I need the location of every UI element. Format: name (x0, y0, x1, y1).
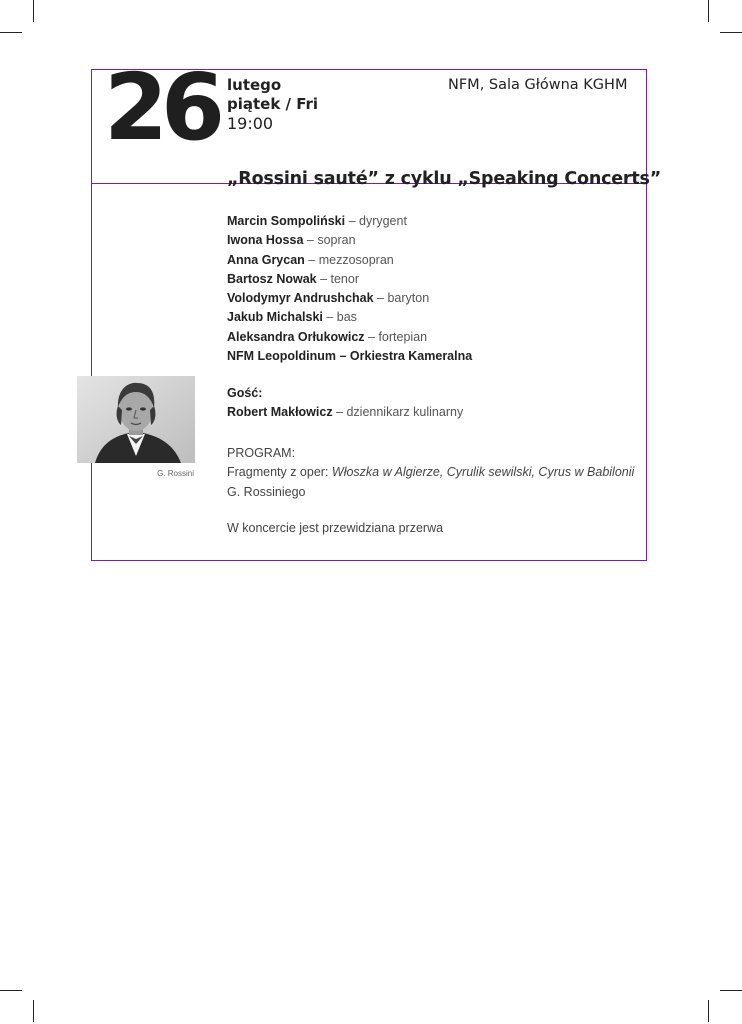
performer-role: – mezzosopran (304, 252, 394, 267)
performer-name: Aleksandra Orłukowicz (227, 329, 365, 344)
performer-row (227, 328, 472, 347)
crop-mark (708, 1000, 709, 1022)
performer-name: Marcin Sompoliński (227, 214, 346, 228)
guest-name: Robert Makłowicz (227, 405, 333, 419)
performer-name: Iwona Hossa (227, 233, 304, 248)
performer-name: Anna Grycan (227, 252, 305, 267)
performer-row (227, 289, 472, 308)
program-line (227, 463, 634, 482)
crop-mark (720, 990, 742, 991)
performer-row (227, 231, 472, 250)
performer-row (227, 212, 472, 231)
performer-role: – fortepian (364, 329, 428, 344)
date-block (227, 76, 318, 133)
performer-name: Bartosz Nowak (227, 271, 317, 286)
performer-role: – sopran (303, 233, 356, 248)
crop-mark (720, 32, 742, 33)
program-block (227, 444, 634, 502)
performer-row (227, 270, 472, 289)
performers-list (227, 212, 472, 366)
guest-row (227, 405, 463, 419)
performer-role: – baryton (373, 291, 430, 306)
crop-mark (33, 1000, 34, 1022)
program-intro: Fragmenty z oper: (227, 465, 332, 480)
performer-role: – tenor (316, 271, 359, 286)
event-month: lutego (227, 76, 282, 94)
program-composer: G. Rossiniego (227, 484, 306, 499)
crop-mark (708, 0, 709, 22)
concert-title: „Rossini sauté” z cyklu „Speaking Concerts” (227, 169, 662, 189)
performer-name: Jakub Michalski (227, 310, 323, 325)
intermission-note: W koncercie jest przewidziana przerwa (227, 521, 444, 535)
rossini-portrait (77, 376, 195, 463)
guest-heading: Gość: (227, 386, 263, 400)
performer-row (227, 251, 472, 270)
performer-name: Volodymyr Andrushchak (227, 291, 374, 306)
crop-mark (33, 0, 34, 22)
performer-name: NFM Leopoldinum – Orkiestra Kameralna (227, 349, 473, 364)
guest-role: – dziennikarz kulinarny (332, 405, 464, 419)
event-weekday: piątek / Fri (227, 95, 319, 113)
performer-row (227, 347, 472, 366)
program-operas: Włoszka w Algierze, Cyrulik sewilski, Cyrus w Babilonii (331, 465, 635, 480)
portrait-image (77, 376, 195, 463)
performer-role: – dyrygent (345, 214, 407, 228)
crop-mark (0, 990, 22, 991)
crop-mark (0, 32, 22, 33)
event-day: 26 (104, 54, 219, 161)
event-time: 19:00 (227, 114, 274, 133)
performer-row (227, 308, 472, 327)
performer-role: – bas (322, 310, 357, 325)
portrait-caption: G. Rossini (157, 469, 194, 478)
event-venue: NFM, Sala Główna KGHM (448, 77, 628, 93)
program-heading: PROGRAM: (227, 446, 296, 460)
